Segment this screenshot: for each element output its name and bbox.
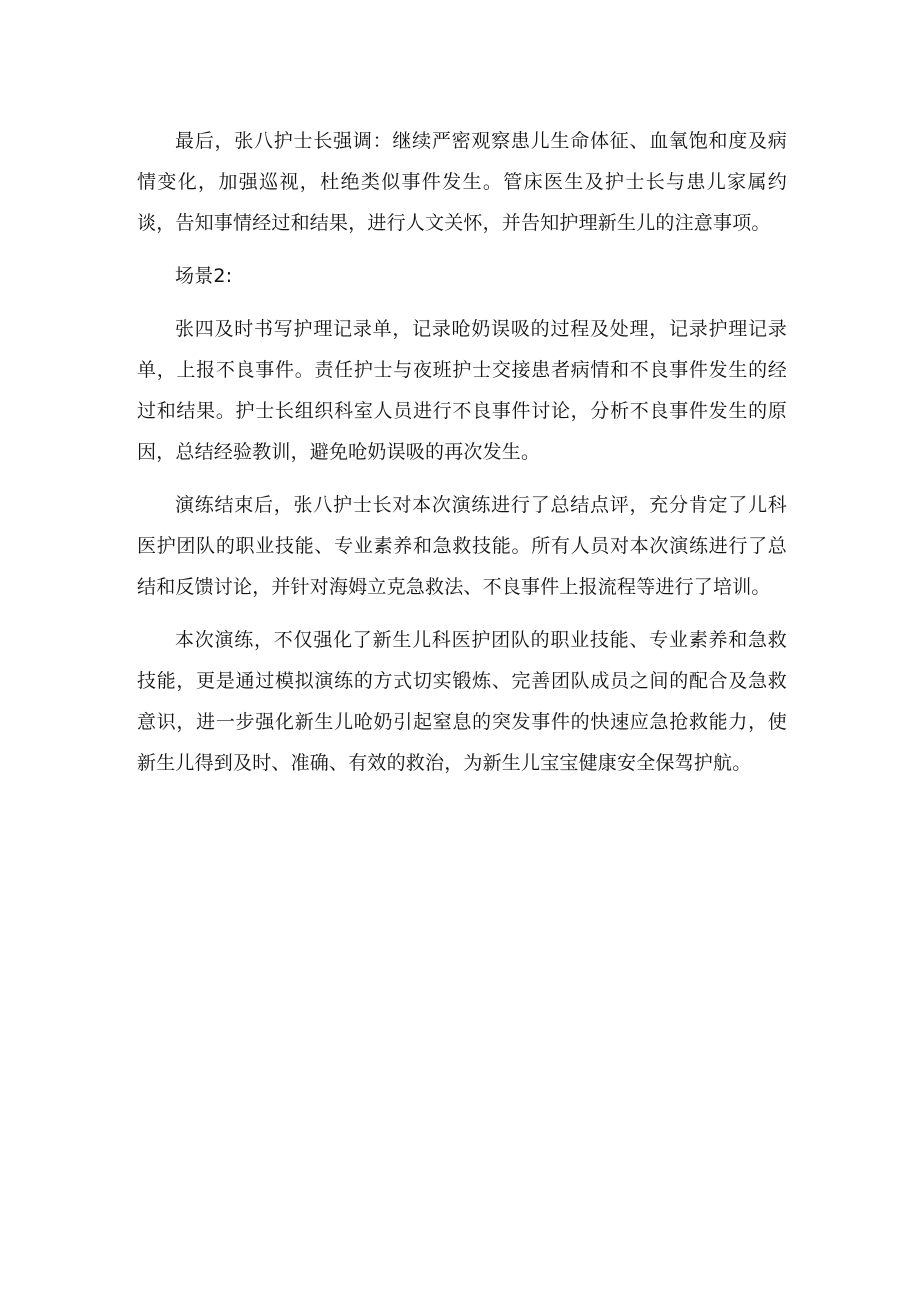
paragraph-scene-2: 张四及时书写护理记录单，记录呛奶误吸的过程及处理，记录护理记录单，上报不良事件。责任护士与夜班护士交接患者病情和不良事件发生的经过和结果。护士长组织科室人员进行不良事件讨论，分析不良事件发生的原因，总结经验教训，避免呛奶误吸的再次发生。 [137,318,787,463]
paragraph-conclusion: 本次演练，不仅强化了新生儿科医护团队的职业技能、专业素养和急救技能，更是通过模拟演练的方式切实锻炼、完善团队成员之间的配合及急救意识，进一步强化新生儿呛奶引起窒息的突发事件的快速应急抢救能力，使新生儿得到及时、准确、有效的救治，为新生儿宝宝健康安全保驾护航。 [137,629,787,774]
paragraph-closing-remarks: 最后，张八护士长强调：继续严密观察患儿生命体征、血氧饱和度及病情变化，加强巡视，杜绝类似事件发生。管床医生及护士长与患儿家属约谈，告知事情经过和结果，进行人文关怀，并告知护理新生儿的注意事项。 [137,130,787,234]
paragraph-drill-summary: 演练结束后，张八护士长对本次演练进行了总结点评，充分肯定了儿科医护团队的职业技能、专业素养和急救技能。所有人员对本次演练进行了总结和反馈讨论，并针对海姆立克急救法、不良事件上报流程等进行了培训。 [137,494,787,598]
scene-heading: 场景2: [175,265,233,287]
document-body [137,121,787,796]
